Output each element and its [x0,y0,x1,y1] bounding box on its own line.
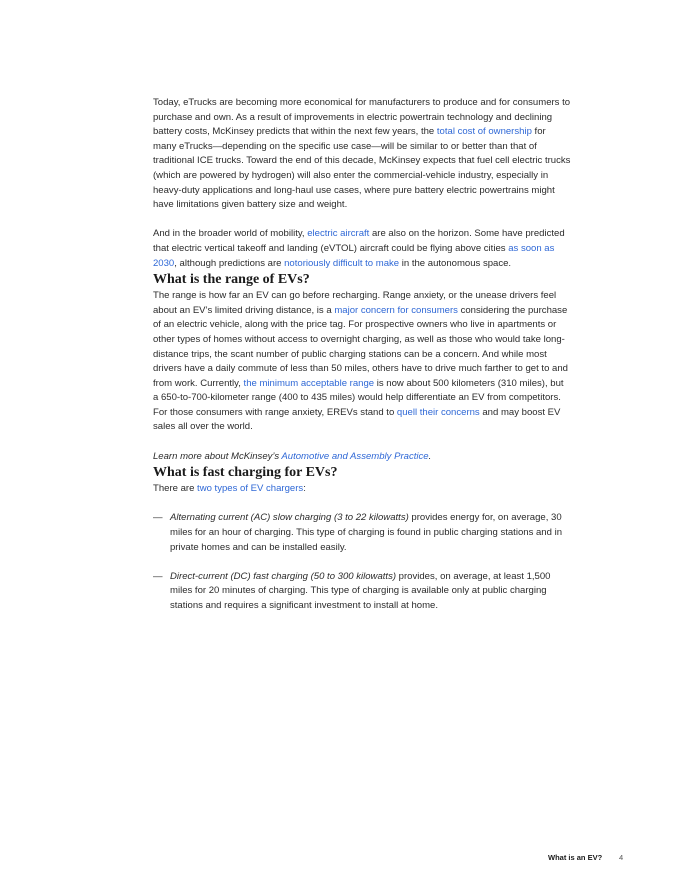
link-automotive-practice[interactable]: Automotive and Assembly Practice [281,450,429,462]
page-number: 4 [619,853,624,862]
link-notoriously-difficult[interactable]: notoriously difficult to make [284,257,400,269]
paragraph-mobility [153,227,571,271]
paragraph-learn-more [153,450,571,465]
text: : [303,483,306,495]
link-electric-aircraft[interactable]: electric aircraft [307,228,370,240]
text: and may boost EV sales all over the world. [153,406,561,433]
heading-range: What is the range of EVs? [153,272,310,288]
paragraph-range [153,289,571,435]
item-text: provides, on average, at least 1,500 miles for 20 minutes of charging. This type of charging is available only at public charging stations and requires a significant investment to install at home. [170,570,551,611]
text: . [428,450,432,462]
paragraph-charger-types [153,482,571,497]
text: Learn more about McKinsey’s [153,450,282,462]
item-term: Alternating current (AC) slow charging (3 to 22 kilowatts) [170,512,409,524]
link-total-cost-of-ownership[interactable]: total cost of ownership [436,126,532,138]
text: is now about 500 kilometers (310 miles), but a 650-to-700-kilometer range (400 to 435 miles) would help differentiate an EV from competitors. For those consumers with range anxiety, EREVs stand to [153,377,564,418]
text: in the autonomous space. [399,257,512,269]
link-two-types-of-chargers[interactable]: two types of EV chargers [197,483,304,495]
heading-fast-charging: What is fast charging for EVs? [153,465,338,481]
text: are also on the horizon. Some have predicted that electric vertical takeoff and landing (eVTOL) aircraft could be flying above cities [153,228,565,254]
link-major-concern[interactable]: major concern for consumers [334,304,458,316]
link-quell-their-concerns[interactable]: quell their concerns [396,406,480,418]
charger-list [153,511,571,613]
text: considering the purchase of an electric vehicle, along with the price tag. For prospective owners who live in apartments or other types of homes without access to overnight charging, as well as those who would take long-distance trips, the scant number of public charging stations can be a concern. And while most drivers have a daily commute of less than 50 miles, others have to drive much farther to get to and from work. Currently, [153,304,568,389]
list-item-ac-charging [153,511,571,555]
dash-bullet: — [153,512,163,524]
list-item-dc-charging [153,570,571,614]
text: The range is how far an EV can go before recharging. Range anxiety, or the unease drivers feel about an EV’s limited driving distance, is a [153,290,557,316]
text: There are [153,483,198,495]
footer-title: What is an EV? [548,853,603,862]
text: And in the broader world of mobility, [153,228,308,240]
text: , although predictions are [174,257,285,269]
item-term: Direct-current (DC) fast charging (50 to 300 kilowatts) [170,570,397,582]
paragraph-etrucks [153,96,571,213]
text: for many eTrucks—depending on the specific use case—will be similar to or better than that of traditional ICE trucks. Toward the end of this decade, McKinsey expects that fuel cell electric trucks (which are powered by hydrogen) will also enter the commercial-vehicle industry, especially in heavy-duty applications and long-haul use cases, where pure battery electric powertrains might have limitations given battery size and weight. [153,126,571,211]
article-body [153,96,571,614]
text: Today, eTrucks are becoming more economical for manufacturers to produce and for consumers to purchase and own. As a result of improvements in electric powertrain technology and declining battery costs, McKinsey predicts that within the next few years, the [153,97,571,138]
link-as-soon-as-2030[interactable]: as soon as 2030 [153,242,555,269]
item-text: provides energy for, on average, 30 miles for an hour of charging. This type of charging is found in public charging stations and in private homes and can be installed easily. [170,512,563,553]
dash-bullet: — [153,570,163,582]
link-minimum-acceptable-range[interactable]: the minimum acceptable range [243,377,375,389]
